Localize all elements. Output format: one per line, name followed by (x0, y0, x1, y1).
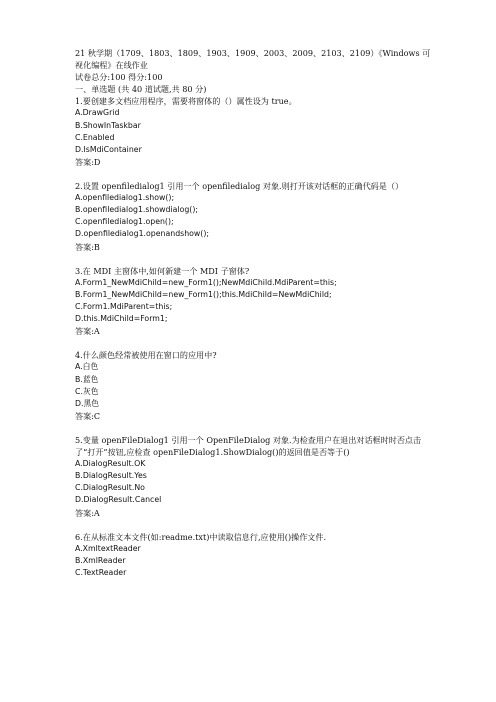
option-b: B.openfiledialog1.showdialog(); (75, 205, 199, 215)
option-b: B.DialogResult.Yes (75, 471, 147, 481)
question-stem: 3.在 MDI 主窗体中,如何新建一个 MDI 子窗体? (75, 265, 250, 276)
question-block (75, 531, 435, 579)
option-c: C.Form1.MdiParent=this; (75, 301, 173, 311)
option-d: D.this.MdiChild=Form1; (75, 314, 168, 324)
option-a: A.DrawGrid (75, 108, 120, 118)
question-stem: 5.变量 openFileDialog1 引用一个 OpenFileDialog 对象.为检查用户在退出对话框时时否点击了“打开”按钮,应检查 openFileDialog1.ShowDialog()的返回值是否等于() (75, 435, 422, 458)
option-c: C.灰色 (75, 386, 99, 396)
answer-line: 答案:A (75, 507, 100, 518)
option-a: A.DialogResult.OK (75, 459, 146, 469)
option-b: B.ShowInTaskbar (75, 120, 141, 130)
answer-line: 答案:D (75, 156, 101, 167)
option-d: D.openfiledialog1.openandshow(); (75, 229, 210, 239)
answer-line: 答案:C (75, 410, 101, 421)
question-block (75, 265, 435, 338)
option-b: B.Form1_NewMdiChild=new_Form1();this.MdiChild=NewMdiChild; (75, 289, 332, 299)
option-a: A.XmltextReader (75, 543, 141, 553)
section-heading: 一、单选题 (共 40 道试题,共 80 分) (75, 84, 207, 95)
spacer (75, 337, 435, 349)
question-stem: 2.设置 openfiledialog1 引用一个 openfiledialog 对象.则打开该对话框的正确代码是（） (75, 181, 404, 192)
spacer (75, 422, 435, 434)
option-d: D.DialogResult.Cancel (75, 495, 162, 505)
option-a: A.白色 (75, 362, 99, 372)
spacer (75, 168, 435, 180)
question-block (75, 95, 435, 168)
question-stem: 6.在从标准文本文件(如:readme.txt)中读取信息行,应使用()操作文件. (75, 531, 327, 542)
spacer (75, 519, 435, 531)
question-stem: 4.什么颜色经常被使用在窗口的应用中? (75, 350, 217, 361)
option-a: A.openfiledialog1.show(); (75, 193, 175, 203)
option-c: C.DialogResult.No (75, 483, 145, 493)
question-block (75, 434, 435, 519)
option-b: B.XmlReader (75, 555, 126, 565)
question-block (75, 349, 435, 422)
answer-line: 答案:B (75, 241, 100, 252)
spacer (75, 253, 435, 265)
page-title: 21 秋学期（1709、1803、1809、1903、1909、2003、2009、2103、2109）《Windows 可视化编程》在线作业 (75, 48, 431, 71)
option-d: D.IsMdiContainer (75, 144, 142, 154)
question-stem: 1.要创建多文档应用程序，需要将窗体的（）属性设为 true。 (75, 96, 297, 107)
document-content (75, 47, 435, 579)
answer-line: 答案:A (75, 326, 100, 337)
option-a: A.Form1_NewMdiChild=new_Form1();NewMdiChild.MdiParent=this; (75, 277, 337, 287)
question-block (75, 180, 435, 253)
option-c: C.Enabled (75, 132, 115, 142)
option-d: D.黑色 (75, 398, 100, 408)
option-b: B.蓝色 (75, 374, 99, 384)
option-c: C.TextReader (75, 568, 127, 578)
option-c: C.openfiledialog1.open(); (75, 217, 174, 227)
total-score: 试卷总分:100 得分:100 (75, 72, 163, 83)
